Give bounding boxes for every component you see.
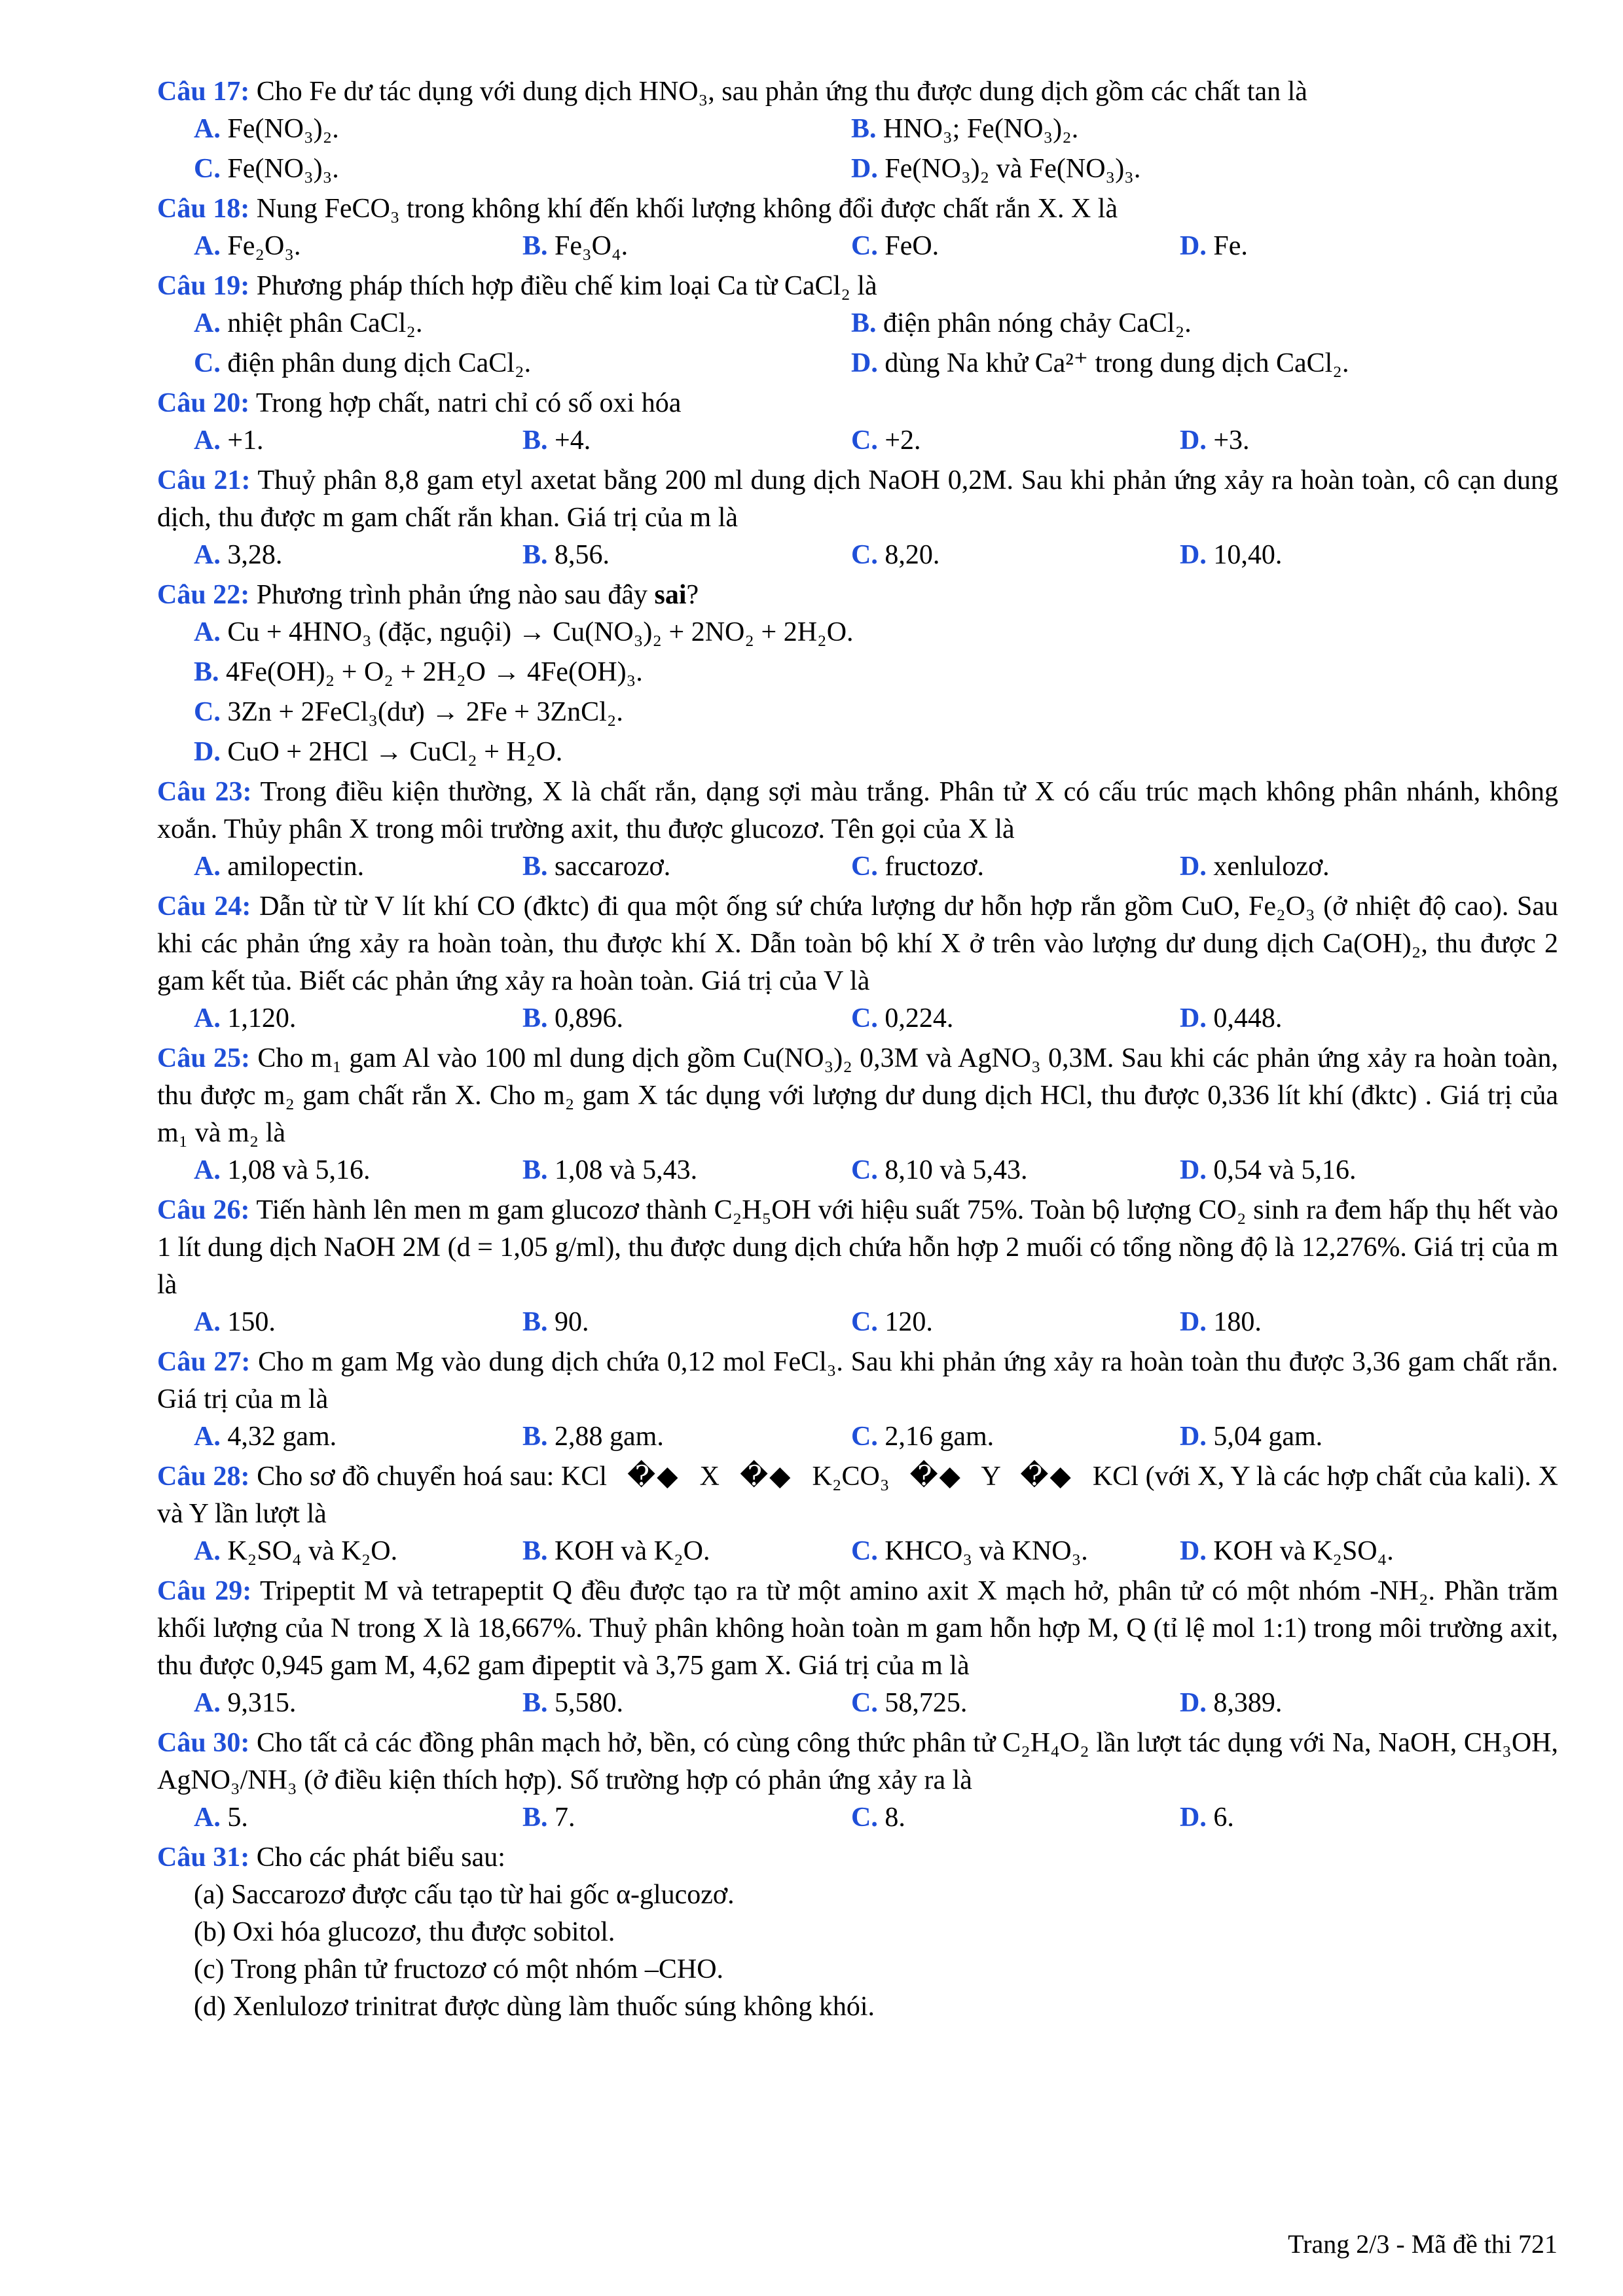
options [194,345,1558,382]
options [194,111,1558,148]
question-text: Thuỷ phân 8,8 gam etyl axetat bằng 200 ml dung dịch NaOH 0,2M. Sau khi phản ứng xảy ra hoàn toàn, cô cạn dung dịch, thu được m gam chất rắn khan. Giá trị của m là [157,465,1558,533]
option-a: A. 3,28. [194,540,283,570]
option-a: A. nhiệt phân CaCl₂. [194,308,423,338]
question-text-emphasis: sai [654,580,687,610]
option-c: C. 3Zn + 2FeCl₃(dư) → 2Fe + 3ZnCl₂. [194,697,623,727]
options [194,734,1558,771]
exam-page [157,73,1558,2026]
question-30 [157,1725,1558,1837]
options [194,1533,1558,1570]
question-number: Câu 27: [157,1347,251,1377]
option-a: A. 1,08 và 5,16. [194,1155,371,1185]
question-number: Câu 23: [157,777,252,807]
option-c: C. KHCO₃ và KNO₃. [851,1536,1088,1566]
option-c: C. 2,16 gam. [851,1422,994,1452]
question-24 [157,888,1558,1037]
option-c: C. 8. [851,1803,905,1833]
statement: (a) Saccarozơ được cấu tạo từ hai gốc α-glucozơ. [194,1880,735,1910]
option-b: B. 7. [522,1803,575,1833]
option-d: D. dùng Na khử Ca²⁺ trong dung dịch CaCl₂. [851,348,1349,378]
question-number: Câu 20: [157,388,250,418]
option-c: C. 8,20. [851,540,940,570]
question-text: Phương pháp thích hợp điều chế kim loại Ca từ CaCl₂ là [256,271,877,301]
question-text: Cho các phát biểu sau: [256,1842,505,1873]
option-c: C. điện phân dung dịch CaCl₂. [194,348,532,378]
question-23 [157,774,1558,886]
option-a: A. +1. [194,425,264,456]
question-text: Cho m gam Mg vào dung dịch chứa 0,12 mol FeCl₃. Sau khi phản ứng xảy ra hoàn toàn thu được 3,36 gam chất rắn. Giá trị của m là [157,1347,1558,1414]
question-number: Câu 30: [157,1728,250,1758]
option-b: B. 4Fe(OH)₂ + O₂ + 2H₂O → 4Fe(OH)₃. [194,657,643,687]
arrow-glyph: �◆ [909,1462,962,1492]
options [194,1685,1558,1722]
options [194,1152,1558,1189]
question-number: Câu 29: [157,1576,252,1606]
question-28: Câu 28: Cho sơ đồ chuyển hoá sau: KCl �◆ X �◆ K₂CO₃ �◆ Y �◆ KCl (với X, Y là các hợp chất của kali). X và Y lần lượt là A. K₂SO₄ và K₂O. B. KOH và K₂O. C. KHCO₃ và KNO₃. D. KOH và K₂SO₄. [157,1458,1558,1570]
option-b: B. Fe₃O₄. [522,231,629,261]
option-a: A. 5. [194,1803,248,1833]
question-text: Cho tất cả các đồng phân mạch hở, bền, có cùng công thức phân tử C₂H₄O₂ lần lượt tác dụng với Na, NaOH, CH₃OH, AgNO₃/NH₃ (ở điều kiện thích hợp). Số trường hợp có phản ứng xảy ra là [157,1728,1558,1795]
options [194,537,1558,574]
options [194,1799,1558,1837]
option-b: B. 2,88 gam. [522,1422,664,1452]
question-26 [157,1192,1558,1341]
question-22: Câu 22: Phương trình phản ứng nào sau đây sai? A. Cu + 4HNO₃ (đặc, nguội) → Cu(NO₃)₂ + 2NO₂ + 2H₂O. B. 4Fe(OH)₂ + O₂ + 2H₂O → 4Fe(OH)₃. C. 3Zn + 2FeCl₃(dư) → 2Fe + 3ZnCl₂. D. CuO + 2HCl → CuCl₂ + H₂O. [157,577,1558,771]
option-a: A. amilopectin. [194,852,365,882]
question-number: Câu 24: [157,891,251,922]
page-footer: Trang 2/3 - Mã đề thi 721 [1288,2229,1558,2259]
question-number: Câu 18: [157,194,250,224]
option-c: C. 0,224. [851,1003,954,1033]
option-d: D. 6. [1180,1803,1234,1833]
options [194,654,1558,691]
option-a: A. K₂SO₄ và K₂O. [194,1536,398,1566]
option-d: D. Fe. [1180,231,1248,261]
question-text: Cho m₁ gam Al vào 100 ml dung dịch gồm Cu(NO₃)₂ 0,3M và AgNO₃ 0,3M. Sau khi các phản ứng xảy ra hoàn toàn, thu được m₂ gam chất rắn X. Cho m₂ gam X tác dụng với lượng dư dung dịch HCl, thu được 0,336 lít khí (đktc) . Giá trị của m₁ và m₂ là [157,1043,1559,1148]
option-a: A. 150. [194,1307,276,1337]
option-d: D. Fe(NO₃)₂ và Fe(NO₃)₃. [851,154,1141,184]
option-d: D. 10,40. [1180,540,1283,570]
statement: (d) Xenlulozơ trinitrat được dùng làm thuốc súng không khói. [194,1992,875,2022]
option-a: A. Fe₂O₃. [194,231,301,261]
options [194,422,1558,459]
option-c: C. +2. [851,425,921,456]
question-text: Dẫn từ từ V lít khí CO (đktc) đi qua một ống sứ chứa lượng dư hỗn hợp rắn gồm CuO, Fe₂O₃ (ở nhiệt độ cao). Sau khi các phản ứng xảy ra hoàn toàn, thu được khí X. Dẫn toàn bộ khí X ở trên vào lượng dư dung dịch Ca(OH)₂, thu được 2 gam kết tủa. Biết các phản ứng xảy ra hoàn toàn. Giá trị của V là [157,891,1559,996]
question-text: Trong điều kiện thường, X là chất rắn, dạng sợi màu trắng. Phân tử X có cấu trúc mạch không phân nhánh, không xoắn. Thủy phân X trong môi trường axit, thu được glucozơ. Tên gọi của X là [157,777,1559,844]
question-number: Câu 21: [157,465,251,495]
question-20 [157,385,1558,459]
option-d: D. 8,389. [1180,1688,1283,1718]
question-29 [157,1573,1558,1722]
option-d: D. 180. [1180,1307,1262,1337]
options [194,1000,1558,1037]
question-text: Tiến hành lên men m gam glucozơ thành C₂H₅OH với hiệu suất 75%. Toàn bộ lượng CO₂ sinh ra đem hấp thụ hết vào 1 lít dung dịch NaOH 2M (d = 1,05 g/ml), thu được dung dịch chứa hỗn hợp 2 muối có tổng nồng độ là 12,276%. Giá trị của m là [157,1195,1558,1300]
option-c: C. Fe(NO₃)₃. [194,154,339,184]
question-number: Câu 31: [157,1842,250,1873]
statement: (b) Oxi hóa glucozơ, thu được sobitol. [194,1917,615,1947]
option-b: B. +4. [522,425,591,456]
options [194,151,1558,188]
option-b: B. KOH và K₂O. [522,1536,710,1566]
options [194,1304,1558,1341]
option-b: B. HNO₃; Fe(NO₃)₂. [851,114,1079,144]
question-21 [157,462,1558,574]
statement: (c) Trong phân tử fructozơ có một nhóm –CHO. [194,1954,724,1984]
option-d: D. 5,04 gam. [1180,1422,1323,1452]
question-text: Phương trình phản ứng nào sau đây [256,580,648,610]
arrow-glyph: �◆ [1020,1462,1072,1492]
options [194,614,1558,651]
option-a: A. Fe(NO₃)₂. [194,114,339,144]
option-b: B. 90. [522,1307,589,1337]
question-text: Cho Fe dư tác dụng với dung dịch HNO₃, sau phản ứng thu được dung dịch gồm các chất tan là [256,77,1307,107]
question-text: Tripeptit M và tetrapeptit Q đều được tạo ra từ một amino axit X mạch hở, phân tử có một nhóm -NH₂. Phần trăm khối lượng của N trong X là 18,667%. Thuỷ phân không hoàn toàn m gam hỗn hợp M, Q (tỉ lệ mol 1:1) trong môi trường axit, thu được 0,945 gam M, 4,62 gam đipeptit và 3,75 gam X. Giá trị của m là [157,1576,1558,1681]
option-c: C. 58,725. [851,1688,968,1718]
options [194,694,1558,731]
question-25 [157,1040,1558,1189]
option-d: D. 0,448. [1180,1003,1283,1033]
option-b: B. điện phân nóng chảy CaCl₂. [851,308,1192,338]
arrow-glyph: �◆ [627,1462,680,1492]
option-a: A. 1,120. [194,1003,297,1033]
question-number: Câu 22: [157,580,250,610]
question-text: Nung FeCO₃ trong không khí đến khối lượng không đổi được chất rắn X. X là [256,194,1118,224]
option-b: B. 0,896. [522,1003,624,1033]
question-31 [157,1839,1558,2026]
option-a: A. 4,32 gam. [194,1422,337,1452]
option-d: D. +3. [1180,425,1250,456]
option-b: B. 8,56. [522,540,610,570]
option-b: B. 1,08 và 5,43. [522,1155,698,1185]
option-c: C. FeO. [851,231,939,261]
question-text: Trong hợp chất, natri chỉ có số oxi hóa [255,388,682,418]
option-d: D. 0,54 và 5,16. [1180,1155,1357,1185]
option-c: C. 120. [851,1307,933,1337]
question-19 [157,268,1558,382]
options [194,305,1558,342]
option-a: A. Cu + 4HNO₃ (đặc, nguội) → Cu(NO₃)₂ + 2NO₂ + 2H₂O. [194,617,854,647]
option-a: A. 9,315. [194,1688,297,1718]
options [194,848,1558,886]
option-c: C. 8,10 và 5,43. [851,1155,1028,1185]
question-number: Câu 19: [157,271,250,301]
arrow-glyph: �◆ [740,1462,792,1492]
option-b: B. 5,580. [522,1688,624,1718]
question-number: Câu 28: [157,1462,250,1492]
option-b: B. saccarozơ. [522,852,671,882]
question-number: Câu 26: [157,1195,250,1225]
option-d: D. CuO + 2HCl → CuCl₂ + H₂O. [194,737,563,767]
question-number: Câu 17: [157,77,250,107]
options [194,1418,1558,1456]
option-d: D. xenlulozơ. [1180,852,1330,882]
question-18 [157,190,1558,265]
option-c: C. fructozơ. [851,852,984,882]
question-number: Câu 25: [157,1043,251,1073]
option-d: D. KOH và K₂SO₄. [1180,1536,1394,1566]
question-17 [157,73,1558,188]
options [194,228,1558,265]
question-27 [157,1344,1558,1456]
